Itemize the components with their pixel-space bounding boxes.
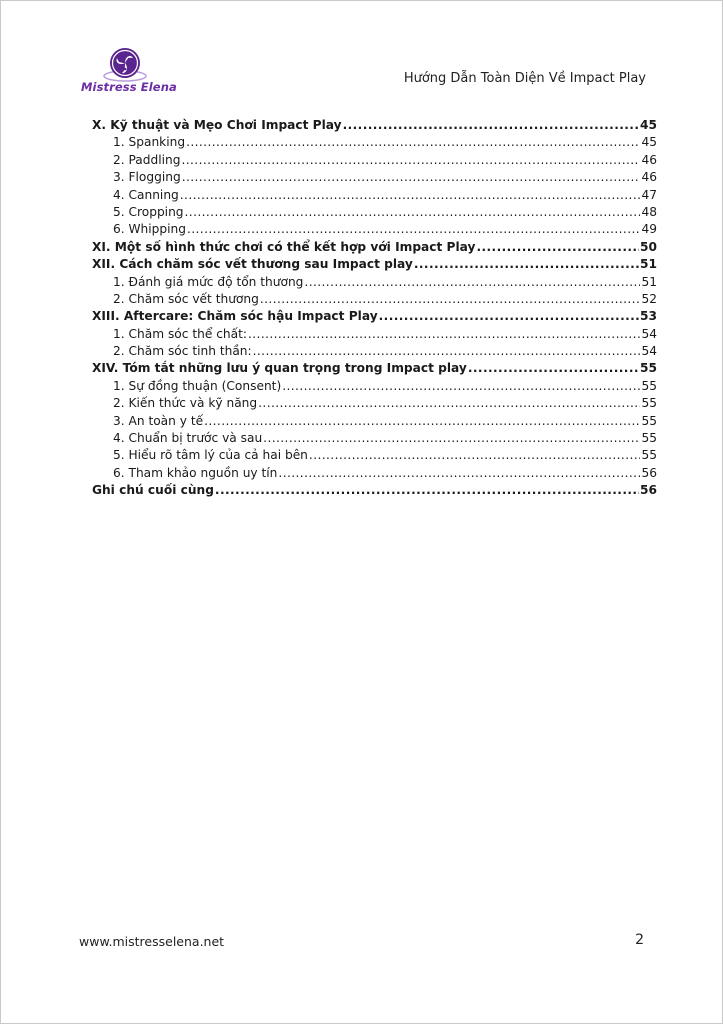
toc-entry-page-number: 46: [641, 170, 657, 185]
toc-entry-page-number: 49: [641, 222, 657, 237]
toc-entry-page-number: 52: [641, 291, 657, 306]
footer-page-number: 2: [635, 932, 644, 948]
toc-dot-leader: [343, 117, 639, 134]
toc-section-entry[interactable]: [92, 117, 657, 134]
toc-section-entry[interactable]: [92, 360, 657, 377]
toc-entry-page-number: 48: [641, 204, 657, 219]
toc-subsection-entry[interactable]: [92, 395, 657, 412]
toc-dot-leader: [182, 169, 641, 186]
toc-entry-title: 6. Tham khảo nguồn uy tín: [113, 465, 278, 480]
toc-subsection-entry[interactable]: [92, 152, 657, 169]
toc-entry-title: 4. Chuẩn bị trước và sau: [113, 431, 263, 446]
toc-dot-leader: [476, 239, 639, 256]
toc-dot-leader: [309, 447, 641, 464]
toc-entry-title: 5. Hiểu rõ tâm lý của cả hai bên: [113, 448, 308, 463]
toc-dot-leader: [180, 187, 641, 204]
toc-dot-leader: [282, 378, 640, 395]
document-header-title: Hướng Dẫn Toàn Diện Về Impact Play: [403, 71, 646, 86]
toc-entry-title: 1. Chăm sóc thể chất:: [113, 326, 247, 341]
toc-subsection-entry[interactable]: [92, 413, 657, 430]
toc-dot-leader: [304, 274, 640, 291]
toc-dot-leader: [253, 343, 641, 360]
toc-entry-page-number: 55: [641, 396, 657, 411]
toc-subsection-entry[interactable]: [92, 430, 657, 447]
toc-entry-title: 2. Chăm sóc tinh thần:: [113, 344, 252, 359]
toc-entry-title: X. Kỹ thuật và Mẹo Chơi Impact Play: [92, 118, 342, 132]
toc-entry-page-number: 53: [640, 309, 657, 324]
toc-section-entry[interactable]: [92, 482, 657, 499]
toc-dot-leader: [215, 482, 639, 499]
toc-entry-title: XII. Cách chăm sóc vết thương sau Impact play: [92, 257, 413, 272]
toc-subsection-entry[interactable]: [92, 447, 657, 464]
toc-entry-page-number: 54: [641, 326, 657, 341]
toc-entry-page-number: 46: [641, 152, 657, 167]
toc-subsection-entry[interactable]: [92, 169, 657, 186]
toc-entry-page-number: 56: [640, 483, 657, 498]
toc-entry-page-number: 55: [641, 378, 657, 393]
toc-entry-title: 1. Spanking: [113, 135, 186, 150]
toc-section-entry[interactable]: [92, 239, 657, 256]
triskelion-logo-icon: [103, 46, 147, 84]
toc-section-entry[interactable]: [92, 308, 657, 325]
toc-entry-title: 3. Flogging: [113, 170, 181, 185]
toc-entry-page-number: 55: [641, 448, 657, 463]
toc-dot-leader: [248, 326, 640, 343]
toc-dot-leader: [379, 308, 639, 325]
toc-subsection-entry[interactable]: [92, 187, 657, 204]
toc-entry-title: 6. Whipping: [113, 222, 186, 237]
toc-entry-page-number: 55: [640, 361, 657, 376]
toc-entry-title: XIII. Aftercare: Chăm sóc hậu Impact Play: [92, 309, 378, 324]
toc-section-entry[interactable]: [92, 256, 657, 273]
toc-subsection-entry[interactable]: [92, 465, 657, 482]
toc-entry-title: Ghi chú cuối cùng: [92, 483, 214, 498]
toc-dot-leader: [414, 256, 639, 273]
logo-text: Mistress Elena: [81, 80, 177, 94]
toc-subsection-entry[interactable]: [92, 291, 657, 308]
toc-dot-leader: [181, 152, 640, 169]
toc-subsection-entry[interactable]: [92, 274, 657, 291]
toc-dot-leader: [260, 291, 641, 308]
toc-entry-title: XIV. Tóm tắt những lưu ý quan trọng trong Impact play: [92, 361, 467, 376]
toc-entry-page-number: 54: [641, 344, 657, 359]
footer-website-url: www.mistresselena.net: [79, 934, 225, 949]
toc-entry-page-number: 47: [641, 187, 657, 202]
toc-entry-title: 1. Đánh giá mức độ tổn thương: [113, 274, 304, 289]
toc-dot-leader: [258, 395, 640, 412]
toc-entry-title: 3. An toàn y tế: [113, 413, 204, 428]
toc-subsection-entry[interactable]: [92, 378, 657, 395]
toc-dot-leader: [187, 221, 641, 238]
toc-dot-leader: [204, 413, 640, 430]
toc-subsection-entry[interactable]: [92, 343, 657, 360]
toc-entry-page-number: 45: [640, 118, 657, 132]
toc-entry-page-number: 55: [641, 413, 657, 428]
toc-subsection-entry[interactable]: [92, 204, 657, 221]
toc-entry-page-number: 56: [641, 465, 657, 480]
toc-entry-title: 1. Sự đồng thuận (Consent): [113, 378, 282, 393]
table-of-contents: [92, 117, 657, 500]
toc-entry-title: XI. Một số hình thức chơi có thể kết hợp với Impact Play: [92, 239, 476, 254]
toc-entry-title: 4. Canning: [113, 187, 179, 202]
toc-entry-title: 2. Kiến thức và kỹ năng: [113, 396, 258, 411]
toc-entry-title: 5. Cropping: [113, 204, 184, 219]
toc-dot-leader: [468, 360, 639, 377]
toc-entry-page-number: 50: [640, 239, 657, 254]
toc-subsection-entry[interactable]: [92, 221, 657, 238]
brand-logo: [81, 46, 177, 98]
toc-subsection-entry[interactable]: [92, 134, 657, 151]
toc-dot-leader: [185, 204, 641, 221]
toc-entry-title: 2. Paddling: [113, 152, 181, 167]
toc-dot-leader: [263, 430, 640, 447]
toc-subsection-entry[interactable]: [92, 326, 657, 343]
toc-entry-page-number: 55: [641, 431, 657, 446]
toc-entry-page-number: 51: [640, 257, 657, 272]
toc-entry-page-number: 45: [641, 135, 657, 150]
toc-dot-leader: [278, 465, 640, 482]
toc-entry-page-number: 51: [641, 274, 657, 289]
toc-dot-leader: [186, 134, 640, 151]
toc-entry-title: 2. Chăm sóc vết thương: [113, 291, 259, 306]
